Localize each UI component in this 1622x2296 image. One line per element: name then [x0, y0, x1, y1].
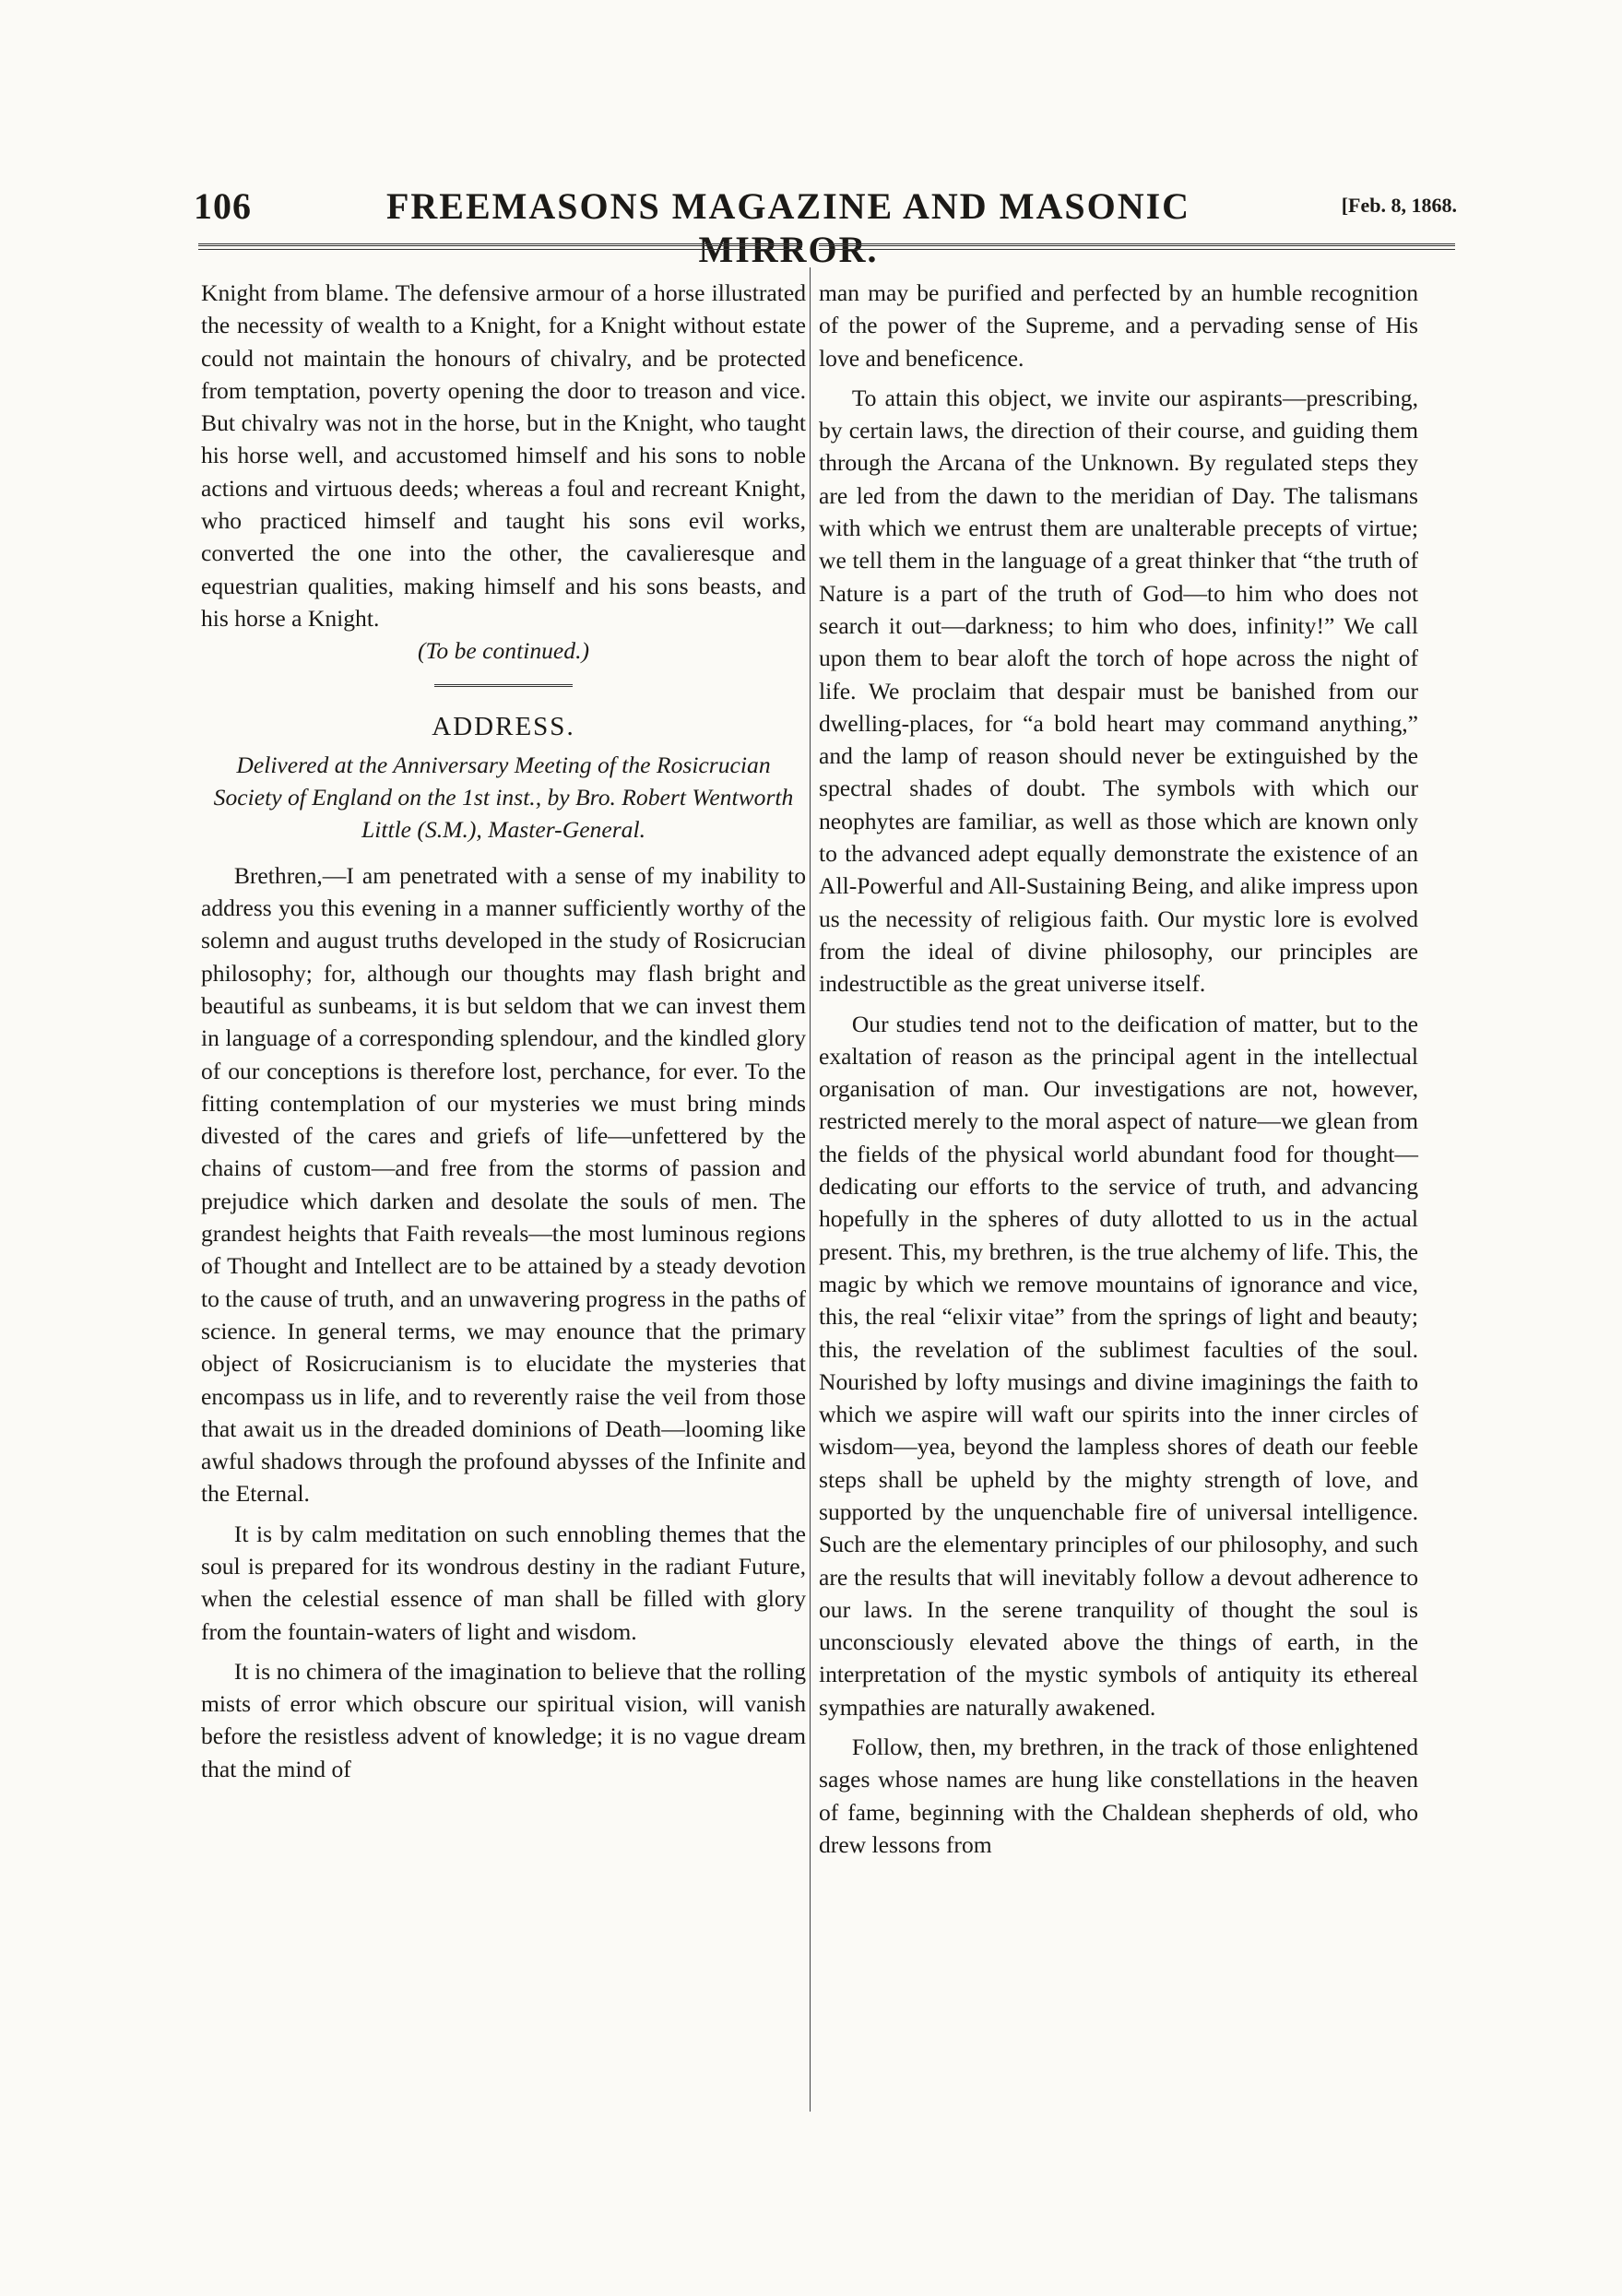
address-subheading: Delivered at the Anniversary Meeting of the Rosicrucian Society of England on the 1st inst., by Bro. Robert Wentworth Little (S.M.), Master-General.	[213, 751, 794, 844]
column-divider	[810, 267, 811, 2112]
header-rule-right	[819, 243, 1455, 250]
to-be-continued: (To be continued.)	[417, 637, 589, 665]
paragraph-brethren: Brethren,—I am penetrated with a sense of my inability to address you this evening in a manner sufficiently worthy of the solemn and august truths developed in the study of Rosicrucian philosophy; for, although our thoughts may flash bright and beautiful as sunbeams, it is but seldom that we can invest them in language of a corresponding splendour, and the kindled glory of our conceptions is therefore lost, perchance, for ever. To the fitting contemplation of our mysteries we must bring minds divested of the cares and griefs of life—unfettered by the chains of custom—and free from the storms of passion and prejudice which darken and desolate the souls of men. The grandest heights that Faith reveals—the most luminous regions of Thought and Intellect are to be attained by a steady devotion to the cause of truth, and an unwavering progress in the paths of science. In general terms, we may enounce that the primary object of Rosicrucianism is to elucidate the mysteries that encompass us in life, and to reverently raise the veil from those that await us in the dreaded dominions of Death—looming like awful shadows through the profound abysses of the Infinite and the Eternal.	[201, 861, 807, 1508]
page-number: 106	[194, 185, 252, 227]
paragraph-studies: Our studies tend not to the deification of matter, but to the exaltation of reason as the principal agent in the intellectual organisation of man. Our investigations are not, however, restricted merely to the moral aspect of nature—we glean from the fields of the physical world abundant food for thought—dedicating our efforts to the service of truth, and advancing hopefully in the spheres of duty allotted to us in the actual present. This, my brethren, is the true alchemy of life. This, the magic by which we remove mountains of ignorance and vice, this, the real “elixir vitae” from the springs of light and beauty; this, the revelation of the sublimest faculties of the soul. Nourished by lofty musings and divine imaginings the faith to which we aspire will waft our spirits into the inner circles of wisdom—yea, beyond the lampless shores of death our feeble steps shall be upheld by the mighty strength of love, and supported by the unquenchable fire of universal intelligence. Such are the elementary principles of our philosophy, and such are the results that will inevitably follow a devout adherence to our laws. In the serene tranquility of thought the soul is unconsciously elevated above the things of earth, in the interpretation of the mystic symbols of antiquity its ethereal sympathies are naturally awakened.	[819, 1010, 1418, 1721]
address-heading: ADDRESS.	[432, 711, 575, 741]
left-column	[201, 277, 806, 1785]
separator-rule	[434, 684, 573, 687]
issue-date: [Feb. 8, 1868.	[1341, 194, 1457, 217]
right-column	[819, 277, 1418, 1861]
paragraph-attain: To attain this object, we invite our aspirants—prescribing, by certain laws, the direction of their course, and guiding them through the Arcana of the Unknown. By regulated steps they are led from the dawn to the meridian of Day. The talismans with which we entrust them are unalterable precepts of virtue; we tell them in the language of a great thinker that “the truth of Nature is a part of the truth of God—to him who does not search it out—darkness; to him who does, infinity!” We call upon them to bear aloft the torch of hope across the night of life. We proclaim that despair must be banished from our dwelling-places, for “a bold heart may command anything,” and the lamp of reason should never be extinguished by the spectral shades of doubt. The symbols with which our neophytes are familiar, as well as those which are known only to the advanced adept equally demonstrate the existence of an All-Powerful and All-Sustaining Being, and alike impress upon us the necessity of religious faith. Our mystic lore is evolved from the ideal of divine philosophy, our principles are indestructible as the great universe itself.	[819, 384, 1418, 998]
paragraph-follow: Follow, then, my brethren, in the track of those enlightened sages whose names are hung like constellations in the heaven of fame, beginning with the Chaldean shepherds of old, who drew lessons from	[819, 1734, 1418, 1858]
paragraph-purified: man may be purified and perfected by an humble recognition of the power of the Supreme, and a pervading sense of His love and beneficence.	[819, 279, 1418, 372]
paragraph-chimera: It is no chimera of the imagination to believe that the rolling mists of error which obscure our spiritual vision, will vanish before the resistless advent of knowledge; it is no vague dream that the mind of	[201, 1657, 806, 1782]
paragraph-knight: Knight from blame. The defensive armour of a horse illustrated the necessity of wealth to a Knight, for a Knight without estate could not maintain the honours of chivalry, and be protected from temptation, poverty opening the door to treason and vice. But chivalry was not in the horse, but in the Knight, who taught his horse well, and accustomed himself and his sons to noble actions and virtuous deeds; whereas a foul and recreant Knight, who practiced himself and taught his sons evil works, converted the one into the other, the cavalieresque and equestrian qualities, making himself and his sons beasts, and his horse a Knight.	[201, 279, 806, 632]
journal-title: FREEMASONS MAGAZINE AND MASONIC MIRROR.	[385, 185, 1191, 270]
page-header	[194, 184, 1457, 270]
paragraph-meditation: It is by calm meditation on such ennobling themes that the soul is prepared for its wondrous destiny in the radiant Future, when the celestial essence of man shall be filled with glory from the fountain-waters of light and wisdom.	[201, 1520, 806, 1645]
header-rule-left	[198, 243, 802, 250]
